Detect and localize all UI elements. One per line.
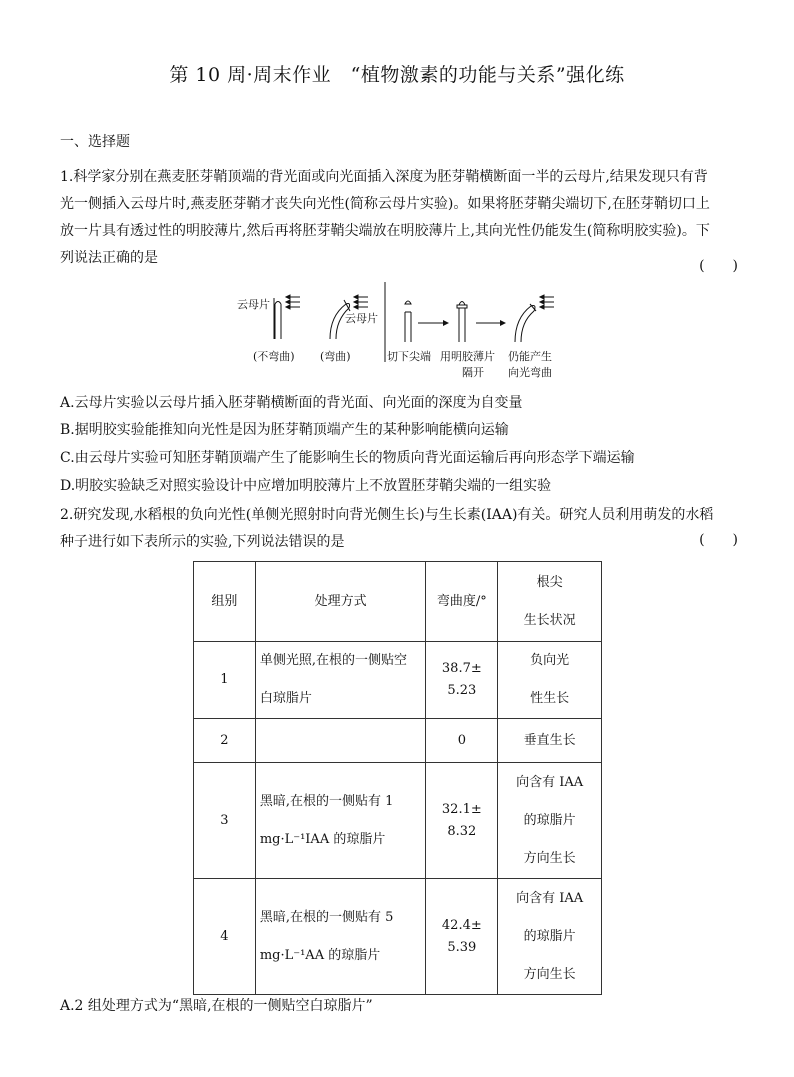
cell-treatment: 黑暗,在根的一侧贴有 1 mg·L⁻¹IAA 的琼脂片	[255, 763, 426, 879]
option-b: B.据明胶实验能推知向光性是因为胚芽鞘顶端产生的某种影响能横向运输	[60, 422, 509, 438]
question-1-line: 光一侧插入云母片时,燕麦胚芽鞘才丧失向光性(简称云母片实验)。如果将胚芽鞘尖端切下,在胚芽鞘切口上	[60, 196, 710, 212]
question-1-line: 列说法正确的是	[60, 250, 158, 266]
coleoptile-gelatin	[459, 308, 465, 342]
cell-treatment: 单侧光照,在根的一侧贴空 白琼脂片	[255, 642, 426, 719]
cell-curvature: 38.7± 5.23	[426, 642, 498, 719]
coleoptile-cut	[405, 312, 411, 342]
coleoptile-tip-2	[459, 302, 465, 306]
caption-bent: (弯曲)	[320, 350, 351, 363]
coleoptile-straight	[275, 302, 281, 340]
question-1-line: 1.科学家分别在燕麦胚芽鞘顶端的背光面或向光面插入深度为胚芽鞘横断面一半的云母片,结果发现只有背	[60, 169, 708, 185]
cell-curvature: 42.4± 5.39	[426, 879, 498, 995]
question-2-line: 种子进行如下表所示的实验,下列说法错误的是	[60, 534, 345, 550]
cell-group: 4	[194, 879, 256, 995]
coleoptile-experiment-figure	[230, 282, 570, 382]
question-2-stem	[60, 502, 738, 556]
coleoptile-still-bent	[515, 306, 535, 342]
figure-svg	[230, 282, 570, 382]
cell-growth: 垂直生长	[498, 719, 602, 763]
header-root-tip: 根尖 生长状况	[498, 562, 602, 642]
table-row	[194, 642, 602, 719]
arrow-head-2	[500, 320, 506, 326]
cell-growth: 负向光 性生长	[498, 642, 602, 719]
cell-group: 1	[194, 642, 256, 719]
arrow-head-1	[443, 320, 449, 326]
section-heading: 一、选择题	[60, 134, 130, 150]
light-arrows	[286, 295, 300, 309]
light-arrows-3	[540, 295, 554, 309]
header-curvature: 弯曲度/°	[426, 562, 498, 642]
light-arrows-2	[354, 295, 368, 309]
option-c: C.由云母片实验可知胚芽鞘顶端产生了能影响生长的物质向背光面运输后再向形态学下端运输	[60, 450, 635, 466]
caption-gelatin-1: 用明胶薄片	[440, 350, 495, 363]
header-treatment: 处理方式	[255, 562, 426, 642]
question-1-line: 放一片具有透过性的明胶薄片,然后再将胚芽鞘尖端放在明胶薄片上,其向光性仍能发生(简称明胶实验)。下	[60, 223, 710, 239]
cell-curvature: 32.1± 8.32	[426, 763, 498, 879]
header-group: 组别	[194, 562, 256, 642]
question-1-stem	[60, 164, 738, 272]
answer-bracket: ( )	[699, 258, 738, 274]
table-header-row	[194, 562, 602, 642]
cell-growth: 向含有 IAA 的琼脂片 方向生长	[498, 763, 602, 879]
cell-treatment	[255, 719, 426, 763]
cell-treatment: 黑暗,在根的一侧贴有 5 mg·L⁻¹AA 的琼脂片	[255, 879, 426, 995]
coleoptile-tip	[405, 301, 411, 304]
page-title: 第 10 周·周末作业 “植物激素的功能与关系”强化练	[169, 64, 625, 86]
caption-still-2: 向光弯曲	[508, 366, 552, 379]
mica-label-2: 云母片	[345, 312, 378, 325]
mica-label: 云母片	[237, 298, 270, 311]
caption-still-1: 仍能产生	[508, 350, 552, 363]
experiment-table	[193, 561, 602, 995]
table-row	[194, 763, 602, 879]
option-a: A.云母片实验以云母片插入胚芽鞘横断面的背光面、向光面的深度为自变量	[60, 395, 523, 411]
cell-group: 3	[194, 763, 256, 879]
question-2-line: 2.研究发现,水稻根的负向光性(单侧光照射时向背光侧生长)与生长素(IAA)有关。研究人员利用萌发的水稻	[60, 507, 714, 523]
caption-cut-tip: 切下尖端	[387, 350, 431, 363]
q2-option-a: A.2 组处理方式为“黑暗,在根的一侧贴空白琼脂片”	[60, 998, 373, 1014]
cell-curvature: 0	[426, 719, 498, 763]
gelatin-sheet	[457, 305, 467, 308]
answer-bracket-2: ( )	[699, 532, 738, 548]
table-row	[194, 879, 602, 995]
caption-gelatin-2: 隔开	[462, 366, 484, 379]
cell-growth: 向含有 IAA 的琼脂片 方向生长	[498, 879, 602, 995]
cell-group: 2	[194, 719, 256, 763]
caption-not-bent: (不弯曲)	[253, 350, 295, 363]
option-d: D.明胶实验缺乏对照实验设计中应增加明胶薄片上不放置胚芽鞘尖端的一组实验	[60, 478, 552, 494]
table-row	[194, 719, 602, 763]
